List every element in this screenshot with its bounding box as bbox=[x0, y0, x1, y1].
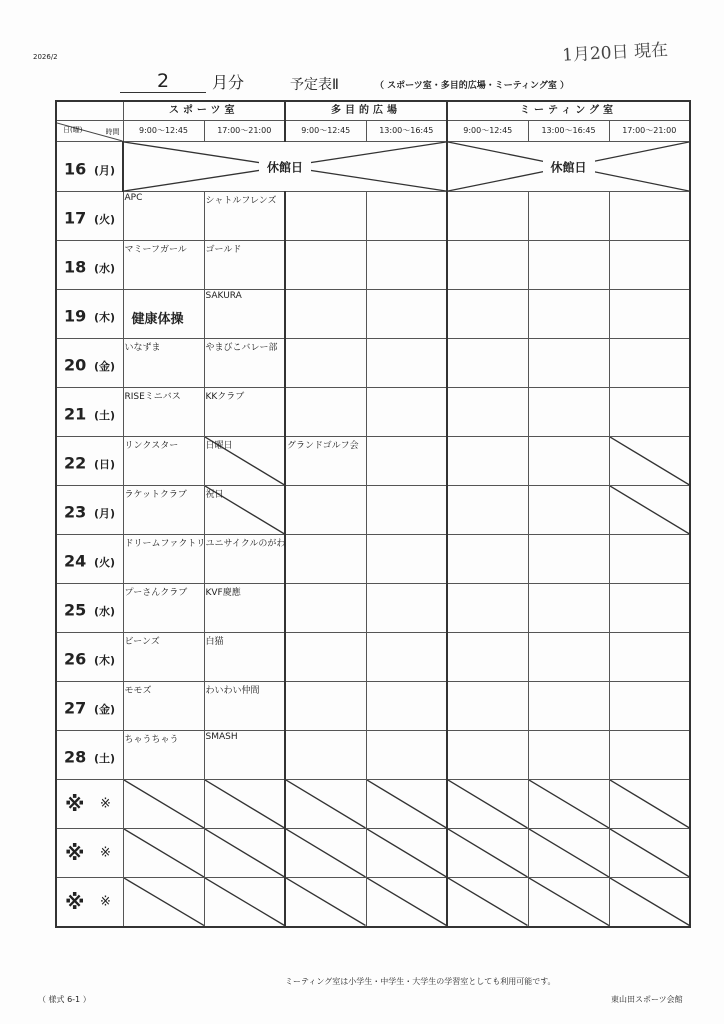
empty-slot bbox=[609, 486, 690, 535]
organization-name: 東山田スポーツ会館 bbox=[611, 995, 683, 1004]
empty-slot bbox=[285, 388, 366, 437]
empty-slot bbox=[366, 339, 447, 388]
day-number: 18 bbox=[64, 257, 87, 277]
empty-slot bbox=[366, 584, 447, 633]
day-number: 24 bbox=[64, 551, 87, 571]
booking-label: KVF慶應 bbox=[205, 588, 241, 598]
slot-meeting-am: 9:00～12:45 bbox=[447, 121, 528, 142]
unavailable-diagonal-line bbox=[529, 829, 609, 877]
empty-slot bbox=[528, 682, 609, 731]
booking-slot bbox=[204, 535, 285, 584]
schedule-row bbox=[56, 878, 690, 927]
unavailable-slot bbox=[123, 780, 204, 829]
booking-slot bbox=[123, 290, 204, 339]
unavailable-diagonal-line bbox=[124, 878, 204, 926]
closed-day-label: 休館日 bbox=[259, 158, 311, 175]
empty-slot bbox=[447, 584, 528, 633]
unavailable-slot bbox=[366, 780, 447, 829]
closed-day-label: 休館日 bbox=[542, 158, 594, 175]
unavailable-diagonal-line bbox=[529, 780, 609, 828]
date-cell bbox=[56, 535, 123, 584]
empty-slot bbox=[528, 192, 609, 241]
unavailable-slot bbox=[528, 878, 609, 927]
time-label: 時間 bbox=[105, 128, 120, 136]
unavailable-slot bbox=[609, 829, 690, 878]
booking-label: ビーンズ bbox=[124, 637, 160, 647]
empty-slot bbox=[285, 682, 366, 731]
empty-slot bbox=[609, 388, 690, 437]
booking-slot bbox=[123, 241, 204, 290]
document-subtitle: （ スポーツ室・多目的広場・ミーティング室 ） bbox=[375, 81, 570, 91]
booking-slot bbox=[204, 339, 285, 388]
day-number: 20 bbox=[64, 355, 87, 375]
empty-slot bbox=[447, 535, 528, 584]
empty-slot bbox=[447, 486, 528, 535]
empty-slot bbox=[285, 339, 366, 388]
booking-label: グランドゴルフ会 bbox=[287, 441, 359, 451]
date-cell bbox=[56, 142, 123, 192]
unavailable-slot bbox=[528, 780, 609, 829]
schedule-row bbox=[56, 290, 690, 339]
date-label: 日(曜) bbox=[63, 126, 83, 134]
schedule-row bbox=[56, 731, 690, 780]
schedule-row bbox=[56, 633, 690, 682]
day-of-week: (月) bbox=[94, 507, 116, 521]
booking-slot bbox=[204, 290, 285, 339]
empty-slot bbox=[609, 192, 690, 241]
unavailable-diagonal-line bbox=[610, 486, 690, 534]
empty-slot bbox=[366, 388, 447, 437]
schedule-row bbox=[56, 682, 690, 731]
day-number: 28 bbox=[64, 747, 87, 767]
handwritten-date-stamp: 1月20日 現在 bbox=[561, 40, 669, 66]
unavailable-slot bbox=[447, 829, 528, 878]
empty-slot bbox=[366, 633, 447, 682]
empty-slot bbox=[528, 437, 609, 486]
booking-slot bbox=[123, 388, 204, 437]
empty-slot bbox=[609, 682, 690, 731]
unavailable-diagonal-line bbox=[205, 829, 285, 877]
empty-slot bbox=[528, 584, 609, 633]
booking-label: マミーフガール bbox=[124, 245, 187, 255]
unavailable-diagonal-line bbox=[448, 878, 528, 926]
month-number: 2 bbox=[120, 70, 206, 93]
empty-slot bbox=[528, 388, 609, 437]
date-cell bbox=[56, 339, 123, 388]
booking-label: ゴールド bbox=[205, 245, 242, 255]
day-number: 17 bbox=[64, 208, 87, 228]
date-cell bbox=[56, 486, 123, 535]
unavailable-diagonal-line bbox=[610, 878, 690, 926]
booking-label: 祝日 bbox=[205, 490, 224, 500]
booking-label: ユニサイクルのがわ bbox=[205, 539, 286, 549]
unavailable-slot bbox=[366, 829, 447, 878]
unavailable-diagonal-line bbox=[367, 829, 447, 877]
reference-mark-small: ※ bbox=[100, 796, 111, 812]
schedule-row bbox=[56, 486, 690, 535]
date-cell bbox=[56, 437, 123, 486]
day-of-week: (月) bbox=[94, 163, 116, 177]
corner-header bbox=[56, 121, 123, 142]
empty-slot bbox=[528, 241, 609, 290]
booking-slot bbox=[123, 486, 204, 535]
schedule-row bbox=[56, 829, 690, 878]
empty-slot bbox=[447, 290, 528, 339]
empty-slot bbox=[366, 192, 447, 241]
empty-slot bbox=[366, 535, 447, 584]
footer-note: ミーティング室は小学生・中学生・大学生の学習室としても利用可能です。 bbox=[285, 977, 556, 986]
empty-slot bbox=[609, 290, 690, 339]
booking-label: SMASH bbox=[205, 732, 238, 742]
schedule-table bbox=[55, 100, 691, 928]
reference-mark: ※ bbox=[65, 792, 85, 816]
empty-slot bbox=[447, 633, 528, 682]
unavailable-slot bbox=[609, 878, 690, 927]
room-header-sports: スポーツ室 bbox=[123, 101, 285, 121]
empty-slot bbox=[447, 339, 528, 388]
empty-slot bbox=[447, 192, 528, 241]
empty-slot bbox=[285, 633, 366, 682]
room-header-meeting: ミーティング室 bbox=[447, 101, 690, 121]
booking-label: 健康体操 bbox=[131, 312, 184, 327]
booking-label: モモズ bbox=[124, 686, 152, 696]
empty-slot bbox=[609, 241, 690, 290]
unavailable-slot bbox=[285, 878, 366, 927]
date-cell bbox=[56, 290, 123, 339]
empty-slot bbox=[528, 486, 609, 535]
empty-slot bbox=[285, 192, 366, 241]
booking-slot bbox=[123, 339, 204, 388]
unavailable-diagonal-line bbox=[367, 780, 447, 828]
date-cell bbox=[56, 682, 123, 731]
unavailable-diagonal-line bbox=[367, 878, 447, 926]
room-header-multipurpose: 多目的広場 bbox=[285, 101, 447, 121]
date-cell bbox=[56, 388, 123, 437]
year-month-label: 2026/2 bbox=[33, 53, 58, 61]
schedule-row bbox=[56, 780, 690, 829]
booking-label: SAKURA bbox=[205, 291, 242, 301]
unavailable-slot bbox=[447, 780, 528, 829]
slot-meeting-night: 17:00～21:00 bbox=[609, 121, 690, 142]
empty-slot bbox=[366, 731, 447, 780]
unavailable-diagonal-line bbox=[205, 878, 285, 926]
empty-slot bbox=[447, 731, 528, 780]
day-of-week: (火) bbox=[94, 213, 116, 227]
empty-slot bbox=[528, 633, 609, 682]
empty-slot bbox=[366, 486, 447, 535]
day-of-week: (日) bbox=[94, 458, 116, 472]
booking-slot bbox=[123, 633, 204, 682]
empty-slot bbox=[528, 535, 609, 584]
reference-mark-small: ※ bbox=[100, 845, 111, 861]
slot-sports-pm: 17:00～21:00 bbox=[204, 121, 285, 142]
date-cell bbox=[56, 780, 123, 829]
booking-slot bbox=[204, 682, 285, 731]
booking-label: RISEミニバス bbox=[124, 392, 181, 402]
booking-label: ちゃうちゃう bbox=[124, 735, 179, 745]
unavailable-slot bbox=[285, 780, 366, 829]
day-number: 22 bbox=[64, 453, 87, 473]
booking-label: いなずま bbox=[124, 343, 161, 353]
date-cell bbox=[56, 584, 123, 633]
booking-slot bbox=[204, 731, 285, 780]
reference-mark: ※ bbox=[65, 841, 85, 865]
unavailable-diagonal-line bbox=[448, 829, 528, 877]
schedule-row bbox=[56, 437, 690, 486]
empty-slot bbox=[285, 241, 366, 290]
closed-meeting bbox=[447, 142, 690, 192]
day-of-week: (金) bbox=[94, 703, 116, 717]
booking-slot bbox=[285, 437, 366, 486]
booking-label: プーさんクラブ bbox=[124, 588, 188, 598]
slot-multi-am: 9:00～12:45 bbox=[285, 121, 366, 142]
date-cell bbox=[56, 731, 123, 780]
booking-slot bbox=[123, 682, 204, 731]
empty-slot bbox=[609, 535, 690, 584]
empty-slot bbox=[609, 731, 690, 780]
empty-slot bbox=[366, 241, 447, 290]
booking-slot bbox=[204, 241, 285, 290]
empty-slot bbox=[528, 339, 609, 388]
empty-slot bbox=[447, 388, 528, 437]
date-cell bbox=[56, 241, 123, 290]
unavailable-diagonal-line bbox=[610, 780, 690, 828]
reference-mark: ※ bbox=[65, 889, 85, 914]
booking-label: ドリームファクトリ bbox=[124, 539, 206, 549]
document-title: 予定表Ⅱ bbox=[290, 77, 339, 93]
empty-slot bbox=[609, 339, 690, 388]
schedule-row bbox=[56, 241, 690, 290]
unavailable-slot bbox=[123, 829, 204, 878]
unavailable-diagonal-line bbox=[205, 780, 285, 828]
slot-meeting-pm: 13:00～16:45 bbox=[528, 121, 609, 142]
booking-label: KKクラブ bbox=[205, 392, 245, 402]
day-of-week: (土) bbox=[94, 752, 116, 766]
schedule-row bbox=[56, 339, 690, 388]
booking-slot bbox=[123, 192, 204, 241]
booking-label: 白猫 bbox=[205, 637, 224, 647]
month-unit: 月分 bbox=[212, 73, 245, 92]
schedule-row bbox=[56, 584, 690, 633]
unavailable-slot bbox=[204, 780, 285, 829]
booking-label: リンクスター bbox=[124, 441, 179, 451]
slot-sports-am: 9:00～12:45 bbox=[123, 121, 204, 142]
unavailable-diagonal-line bbox=[529, 878, 609, 926]
day-of-week: (木) bbox=[94, 654, 116, 668]
empty-slot bbox=[285, 486, 366, 535]
unavailable-slot bbox=[123, 878, 204, 927]
booking-slot bbox=[204, 437, 285, 486]
unavailable-diagonal-line bbox=[286, 780, 366, 828]
date-cell bbox=[56, 878, 123, 927]
empty-slot bbox=[609, 584, 690, 633]
day-number: 21 bbox=[64, 404, 87, 424]
empty-slot bbox=[609, 633, 690, 682]
booking-label: やまびこバレー部 bbox=[205, 343, 278, 353]
booking-label: APC bbox=[124, 193, 143, 203]
empty-slot bbox=[285, 290, 366, 339]
date-cell bbox=[56, 192, 123, 241]
day-number: 23 bbox=[64, 502, 87, 522]
booking-slot bbox=[204, 486, 285, 535]
day-of-week: (水) bbox=[94, 605, 116, 619]
form-number: （ 様式 6-1 ） bbox=[38, 995, 91, 1004]
empty-slot bbox=[285, 731, 366, 780]
booking-label: シャトルフレンズ bbox=[205, 196, 277, 206]
booking-label: わいわい仲間 bbox=[205, 686, 260, 696]
empty-slot bbox=[447, 682, 528, 731]
schedule-row bbox=[56, 142, 690, 192]
date-cell bbox=[56, 633, 123, 682]
empty-slot bbox=[366, 682, 447, 731]
booking-slot bbox=[123, 731, 204, 780]
slot-multi-pm: 13:00～16:45 bbox=[366, 121, 447, 142]
empty-slot bbox=[285, 584, 366, 633]
empty-slot bbox=[528, 290, 609, 339]
room-header-row bbox=[56, 101, 690, 121]
corner-blank bbox=[56, 101, 123, 121]
booking-slot bbox=[204, 388, 285, 437]
schedule-row bbox=[56, 535, 690, 584]
unavailable-slot bbox=[447, 878, 528, 927]
day-number: 27 bbox=[64, 698, 87, 718]
unavailable-slot bbox=[285, 829, 366, 878]
closed-sports-multi bbox=[123, 142, 447, 192]
date-cell bbox=[56, 829, 123, 878]
day-of-week: (土) bbox=[94, 409, 116, 423]
day-number: 26 bbox=[64, 649, 87, 669]
booking-slot bbox=[123, 535, 204, 584]
empty-slot bbox=[528, 731, 609, 780]
empty-slot bbox=[447, 437, 528, 486]
empty-slot bbox=[366, 290, 447, 339]
booking-slot bbox=[204, 633, 285, 682]
unavailable-diagonal-line bbox=[124, 780, 204, 828]
unavailable-slot bbox=[528, 829, 609, 878]
booking-label: 日曜日 bbox=[205, 441, 233, 451]
time-header-row bbox=[56, 121, 690, 142]
empty-slot bbox=[609, 437, 690, 486]
booking-slot bbox=[204, 192, 285, 241]
unavailable-diagonal-line bbox=[124, 829, 204, 877]
day-of-week: (金) bbox=[94, 360, 116, 374]
day-of-week: (水) bbox=[94, 262, 116, 276]
booking-slot bbox=[123, 584, 204, 633]
unavailable-diagonal-line bbox=[286, 878, 366, 926]
unavailable-diagonal-line bbox=[610, 437, 690, 485]
schedule-row bbox=[56, 192, 690, 241]
reference-mark-small: ※ bbox=[100, 894, 111, 910]
day-number: 19 bbox=[64, 306, 87, 326]
day-number: 25 bbox=[64, 600, 87, 620]
empty-slot bbox=[366, 437, 447, 486]
unavailable-diagonal-line bbox=[448, 780, 528, 828]
booking-slot bbox=[123, 437, 204, 486]
unavailable-slot bbox=[366, 878, 447, 927]
schedule-row bbox=[56, 388, 690, 437]
unavailable-diagonal-line bbox=[286, 829, 366, 877]
empty-slot bbox=[285, 535, 366, 584]
empty-slot bbox=[447, 241, 528, 290]
unavailable-slot bbox=[204, 829, 285, 878]
booking-slot bbox=[204, 584, 285, 633]
day-number: 16 bbox=[64, 158, 87, 178]
unavailable-diagonal-line bbox=[610, 829, 690, 877]
unavailable-slot bbox=[609, 780, 690, 829]
booking-label: ラケットクラブ bbox=[124, 490, 187, 500]
day-of-week: (木) bbox=[94, 311, 116, 325]
day-of-week: (火) bbox=[94, 556, 116, 570]
unavailable-slot bbox=[204, 878, 285, 927]
